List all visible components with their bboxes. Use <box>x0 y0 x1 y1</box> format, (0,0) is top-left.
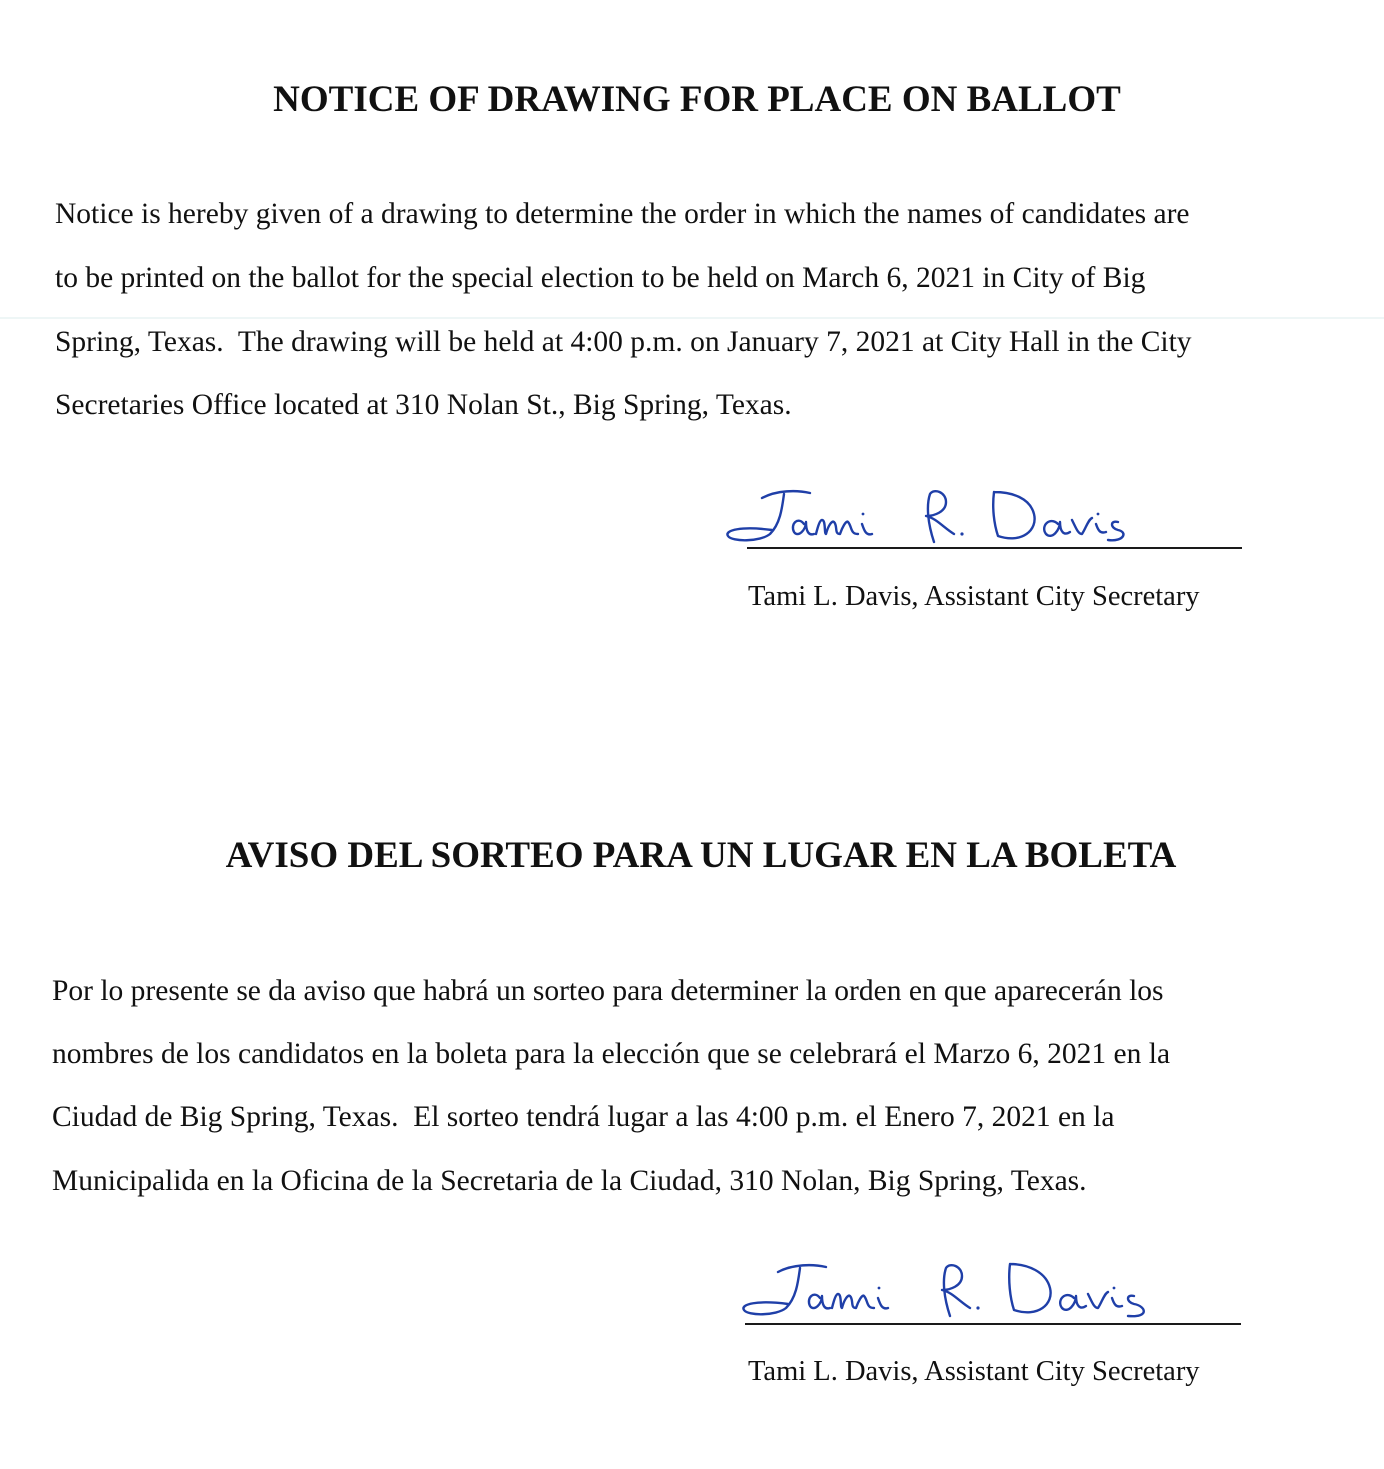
signature-rule <box>747 547 1242 549</box>
english-body-line: to be printed on the ballot for the special election to be held on March 6, 2021 in City of Big <box>55 262 1146 294</box>
scan-artifact-line <box>0 317 1384 319</box>
spanish-body-line: Por lo presente se da aviso que habrá un sorteo para determiner la orden en que aparecerán los <box>52 975 1164 1007</box>
english-body-line: Secretaries Office located at 310 Nolan St., Big Spring, Texas. <box>55 389 792 421</box>
signature-rule <box>745 1323 1241 1325</box>
english-body-line: Notice is hereby given of a drawing to determine the order in which the names of candidates are <box>55 198 1190 230</box>
signer-name: Tami L. Davis, Assistant City Secretary <box>748 581 1200 612</box>
english-notice-title: NOTICE OF DRAWING FOR PLACE ON BALLOT <box>273 79 1121 120</box>
spanish-body-line: Ciudad de Big Spring, Texas. El sorteo tendrá lugar a las 4:00 p.m. el Enero 7, 2021 en la <box>52 1101 1115 1133</box>
spanish-body-line: nombres de los candidatos en la boleta para la elección que se celebrará el Marzo 6, 2021 en la <box>52 1038 1171 1070</box>
english-body-line: Spring, Texas. The drawing will be held at 4:00 p.m. on January 7, 2021 at City Hall in the City <box>55 326 1192 358</box>
signer-name: Tami L. Davis, Assistant City Secretary <box>748 1356 1200 1387</box>
spanish-body-line: Municipalida en la Oficina de la Secretaria de la Ciudad, 310 Nolan, Big Spring, Texas. <box>52 1165 1087 1197</box>
handwritten-signature <box>738 1258 1158 1322</box>
spanish-notice-title: AVISO DEL SORTEO PARA UN LUGAR EN LA BOLETA <box>225 835 1177 876</box>
handwritten-signature <box>722 484 1142 548</box>
